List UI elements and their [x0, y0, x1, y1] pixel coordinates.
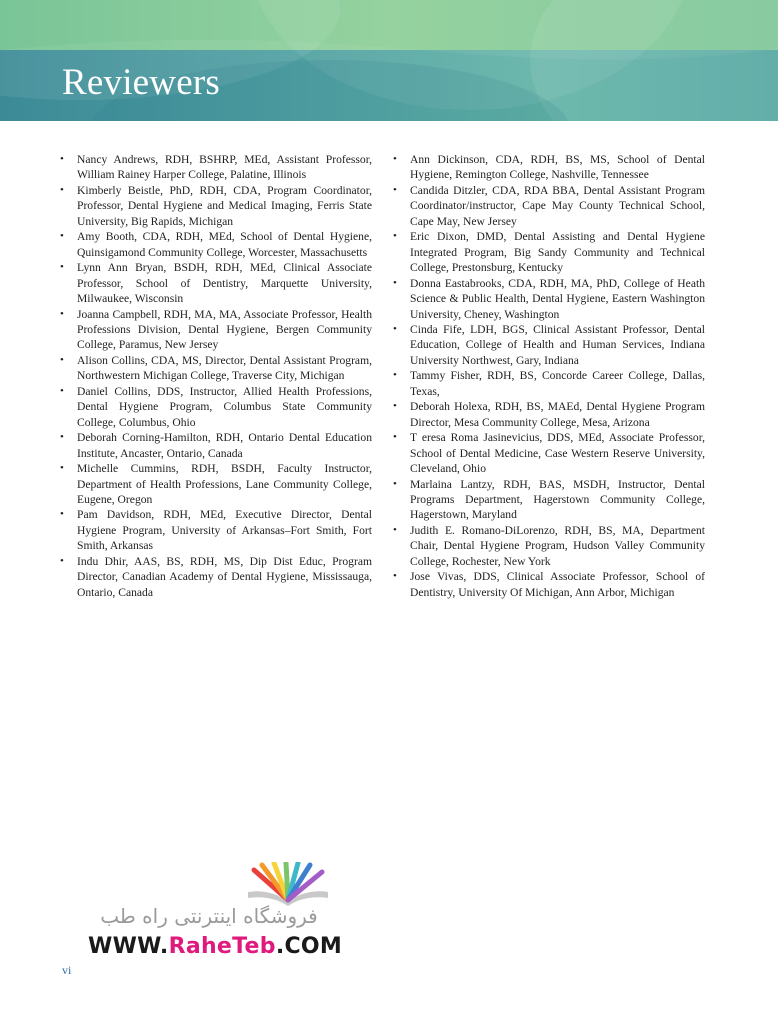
reviewer-entry: • Judith E. Romano-DiLorenzo, RDH, BS, MA, Department Chair, Dental Hygiene Program, Hudson Valley Community College, Rochester, New York: [410, 523, 705, 569]
reviewers-list-right: [410, 152, 705, 600]
reviewer-entry: • Joanna Campbell, RDH, MA, MA, Associate Professor, Health Professions Division, Dental Hygiene, Bergen Community College, Paramus, New Jersey: [77, 307, 372, 353]
reviewer-entry: • Michelle Cummins, RDH, BSDH, Faculty Instructor, Department of Health Professions, Lane Community College, Eugene, Oregon: [77, 461, 372, 507]
reviewer-entry: • Tammy Fisher, RDH, BS, Concorde Career College, Dallas, Texas,: [410, 368, 705, 399]
open-book-icon: [246, 862, 330, 906]
reviewer-entry: • Indu Dhir, AAS, BS, RDH, MS, Dip Dist Educ, Program Director, Canadian Academy of Dental Hygiene, Mississauga, Ontario, Canada: [77, 554, 372, 600]
header-banner: [0, 0, 778, 121]
reviewer-entry: • Deborah Corning-Hamilton, RDH, Ontario Dental Education Institute, Ancaster, Ontario, Canada: [77, 430, 372, 461]
reviewer-entry: • Deborah Holexa, RDH, BS, MAEd, Dental Hygiene Program Director, Mesa Community College, Mesa, Arizona: [410, 399, 705, 430]
reviewer-entry: • Marlaina Lantzy, RDH, BAS, MSDH, Instructor, Dental Programs Department, Hagerstown Community College, Hagerstown, Maryland: [410, 477, 705, 523]
reviewer-entry: • Nancy Andrews, RDH, BSHRP, MEd, Assistant Professor, William Rainey Harper College, Palatine, Illinois: [77, 152, 372, 183]
reviewer-entry: • Cinda Fife, LDH, BGS, Clinical Assistant Professor, Dental Education, College of Health and Human Services, Indiana University Northwest, Gary, Indiana: [410, 322, 705, 368]
watermark-persian-text: فروشگاه اینترنتی راه طب: [100, 904, 318, 928]
reviewer-entry: • Amy Booth, CDA, RDH, MEd, School of Dental Hygiene, Quinsigamond Community College, Worcester, Massachusetts: [77, 229, 372, 260]
watermark: [88, 862, 343, 962]
reviewer-entry: • Alison Collins, CDA, MS, Director, Dental Assistant Program, Northwestern Michigan College, Traverse City, Michigan: [77, 353, 372, 384]
watermark-url-brand: RaheTeb: [168, 934, 276, 959]
watermark-url-suffix: .COM: [275, 934, 343, 959]
reviewer-entry: • Candida Ditzler, CDA, RDA BBA, Dental Assistant Program Coordinator/instructor, Cape May County Technical School, Cape May, New Jersey: [410, 183, 705, 229]
page-title: Reviewers: [62, 62, 220, 103]
reviewers-list-left: [77, 152, 372, 600]
reviewer-entry: • Jose Vivas, DDS, Clinical Associate Professor, School of Dentistry, University Of Michigan, Ann Arbor, Michigan: [410, 569, 705, 600]
reviewer-entry: • Ann Dickinson, CDA, RDH, BS, MS, School of Dental Hygiene, Remington College, Nashville, Tennessee: [410, 152, 705, 183]
reviewer-entry: • T eresa Roma Jasinevicius, DDS, MEd, Associate Professor, School of Dental Medicine, Case Western Reserve University, Cleveland, Ohio: [410, 430, 705, 476]
watermark-url: [88, 934, 342, 959]
reviewer-entry: • Kimberly Beistle, PhD, RDH, CDA, Program Coordinator, Professor, Dental Hygiene and Medical Imaging, Ferris State University, Big Rapids, Michigan: [77, 183, 372, 229]
reviewer-entry: • Eric Dixon, DMD, Dental Assisting and Dental Hygiene Integrated Program, Big Sandy Community and Technical College, Prestonsburg, Kentucky: [410, 229, 705, 275]
watermark-url-prefix: WWW.: [88, 934, 169, 959]
reviewer-entry: • Lynn Ann Bryan, BSDH, RDH, MEd, Clinical Associate Professor, School of Dentistry, Marquette University, Milwaukee, Wisconsin: [77, 260, 372, 306]
page-number: vi: [62, 963, 72, 977]
reviewer-entry: • Daniel Collins, DDS, Instructor, Allied Health Professions, Dental Hygiene Program, Columbus State Community College, Columbus, Ohio: [77, 384, 372, 430]
reviewer-entry: • Pam Davidson, RDH, MEd, Executive Director, Dental Hygiene Program, University of Arkansas–Fort Smith, Fort Smith, Arkansas: [77, 507, 372, 553]
reviewer-entry: • Donna Eastabrooks, CDA, RDH, MA, PhD, College of Heath Science & Public Health, Dental Hygiene, Eastern Washington University, Cheney, Washington: [410, 276, 705, 322]
